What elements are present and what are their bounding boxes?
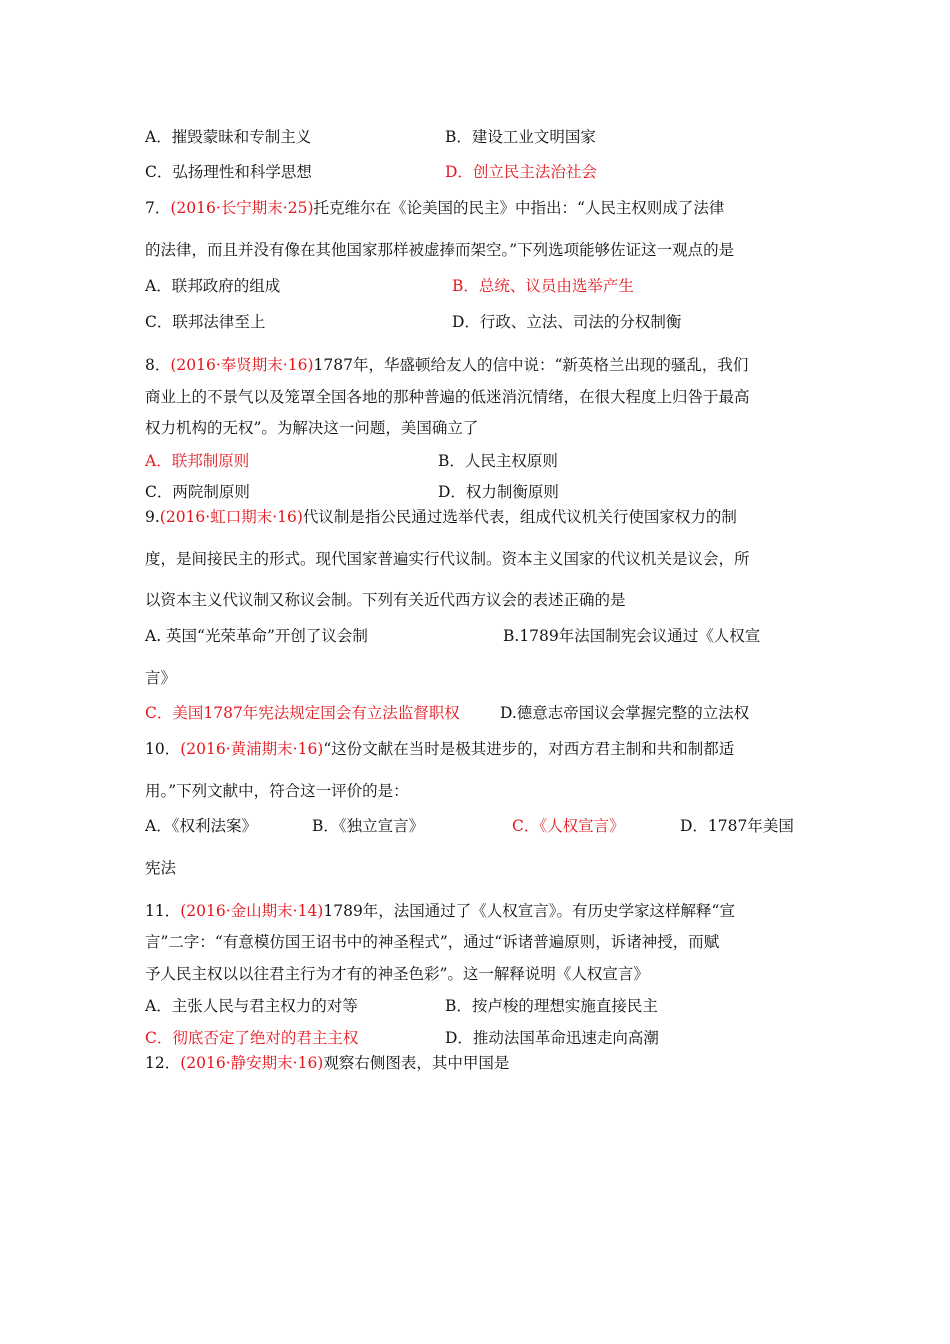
question-text: “这份文献在当时是极其进步的，对西方君主制和共和制都适 <box>323 740 735 758</box>
prev-option-a: A．摧毁蒙昧和专制主义 <box>145 128 312 146</box>
question-9-line-1 <box>145 507 737 527</box>
question-number: 9. <box>145 508 160 526</box>
question-10-line-2: 用。”下列文献中，符合这一评价的是： <box>145 782 409 800</box>
question-number: 12． <box>145 1054 181 1072</box>
question-11-option-d: D．推动法国革命迅速走向高潮 <box>445 1029 659 1047</box>
question-text: 观察右侧图表，其中甲国是 <box>323 1054 510 1072</box>
question-number: 11． <box>145 902 181 920</box>
question-source: (2016·奉贤期末·16) <box>170 356 314 374</box>
question-source: (2016·虹口期末·16) <box>159 508 303 526</box>
question-9-option-c-answer: C．美国1787年宪法规定国会有立法监督职权 <box>145 704 460 722</box>
question-9-option-a: A. 英国“光荣革命”开创了议会制 <box>145 627 368 645</box>
question-11-option-c-answer: C．彻底否定了绝对的君主主权 <box>145 1029 359 1047</box>
question-text: 托克维尔在《论美国的民主》中指出：“人民主权则成了法律 <box>313 199 725 217</box>
question-9-line-2: 度，是间接民主的形式。现代国家普遍实行代议制。资本主义国家的代议机关是议会，所 <box>145 550 750 568</box>
question-8-option-a-answer: A．联邦制原则 <box>145 452 250 470</box>
prev-option-b: B．建设工业文明国家 <box>445 128 596 146</box>
question-source: (2016·黄浦期末·16) <box>180 740 324 758</box>
question-10-option-b: B．《独立宣言》 <box>312 817 425 835</box>
question-text: 代议制是指公民通过选举代表，组成代议机关行使国家权力的制 <box>302 508 737 526</box>
question-12-line-1 <box>145 1053 509 1073</box>
question-8-option-b: B．人民主权原则 <box>438 452 558 470</box>
question-11-line-1 <box>145 901 735 921</box>
question-number: 7． <box>145 199 171 217</box>
question-10-option-d: D．1787年美国 <box>680 817 794 835</box>
prev-option-d-answer: D．创立民主法治社会 <box>445 163 597 181</box>
question-11-option-b: B．按卢梭的理想实施直接民主 <box>445 997 658 1015</box>
question-8-line-2: 商业上的不景气以及笼罩全国各地的那种普遍的低迷消沉情绪，在很大程度上归咎于最高 <box>145 388 750 406</box>
question-8-option-c: C．两院制原则 <box>145 483 250 501</box>
question-9-option-b: B.1789年法国制宪会议通过《人权宣 <box>503 627 761 645</box>
question-11-option-a: A．主张人民与君主权力的对等 <box>145 997 358 1015</box>
question-11-line-2: 言”二字：“有意模仿国王诏书中的神圣程式”，通过“诉诸普遍原则，诉诸神授，而赋 <box>145 933 720 951</box>
question-9-option-d: D.德意志帝国议会掌握完整的立法权 <box>500 704 750 722</box>
question-7-line-2: 的法律，而且并没有像在其他国家那样被虚捧而架空。”下列选项能够佐证这一观点的是 <box>145 241 735 259</box>
question-10-line-1 <box>145 739 734 759</box>
question-7-option-b-answer: B．总统、议员由选举产生 <box>452 277 634 295</box>
question-source: (2016·金山期末·14) <box>180 902 324 920</box>
question-10-option-a: A．《权利法案》 <box>145 817 257 835</box>
question-10-option-d-continued: 宪法 <box>145 859 177 877</box>
question-11-line-3: 予人民主权以以往君主行为才有的神圣色彩”。这一解释说明《人权宣言》 <box>145 965 649 983</box>
question-7-option-a: A．联邦政府的组成 <box>145 277 281 295</box>
question-text: 1789年，法国通过了《人权宣言》。有历史学家这样解释“宣 <box>323 902 735 920</box>
question-9-option-b-continued: 言》 <box>145 669 177 687</box>
question-10-option-c-answer: C．《人权宣言》 <box>512 817 625 835</box>
question-7-option-d: D．行政、立法、司法的分权制衡 <box>452 313 682 331</box>
question-8-line-3: 权力机构的无权”。为解决这一问题，美国确立了 <box>145 419 479 437</box>
question-7-option-c: C．联邦法律至上 <box>145 313 266 331</box>
question-number: 10． <box>145 740 181 758</box>
question-source: (2016·长宁期末·25) <box>170 199 314 217</box>
question-9-line-3: 以资本主义代议制又称议会制。下列有关近代西方议会的表述正确的是 <box>145 591 626 609</box>
question-7-line-1 <box>145 198 724 218</box>
question-text: 1787年，华盛顿给友人的信中说：“新英格兰出现的骚乱，我们 <box>313 356 749 374</box>
question-number: 8． <box>145 356 171 374</box>
question-8-option-d: D．权力制衡原则 <box>438 483 559 501</box>
prev-option-c: C．弘扬理性和科学思想 <box>145 163 312 181</box>
question-source: (2016·静安期末·16) <box>180 1054 324 1072</box>
question-8-line-1 <box>145 355 748 375</box>
